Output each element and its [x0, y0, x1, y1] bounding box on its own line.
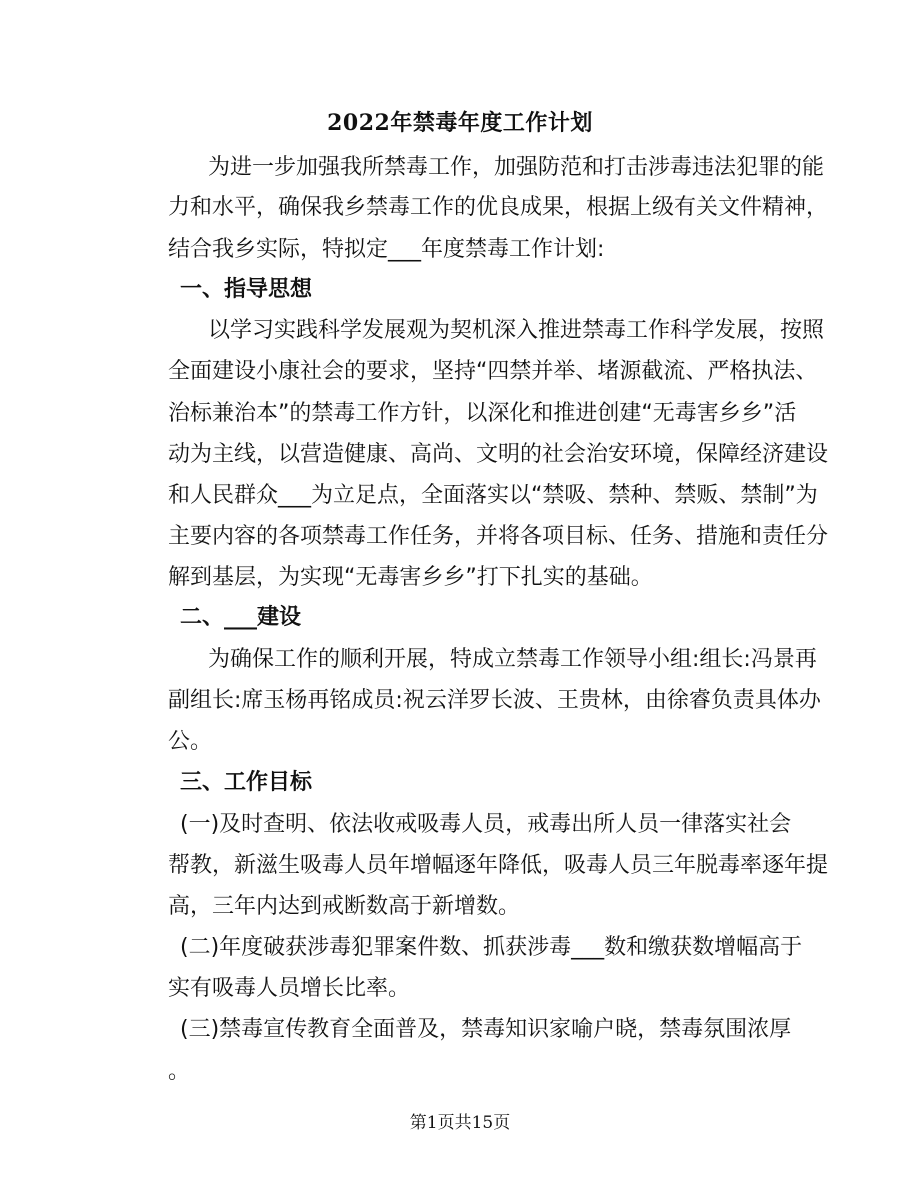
paragraph-line: 以学习实践科学发展观为契机深入推进禁毒工作科学发展，按照: [208, 318, 825, 343]
page-footer: 第1页共15页: [409, 1113, 511, 1133]
paragraph-line: 实有吸毒人员增长比率。: [168, 976, 411, 1001]
section-heading: 二、___建设: [180, 605, 302, 630]
paragraph-line: 公。: [168, 729, 213, 754]
paragraph-line: 全面建设小康社会的要求，坚持“四禁并举、堵源截流、严格执法、: [168, 359, 818, 384]
document-title: 2022年禁毒年度工作计划: [327, 110, 593, 136]
paragraph-line: 治标兼治本”的禁毒工作方针，以深化和推进创建“无毒害乡乡”活: [168, 401, 797, 426]
section-heading: 三、工作目标: [180, 770, 313, 795]
paragraph-line: 解到基层，为实现“无毒害乡乡”打下扎实的基础。: [168, 565, 653, 590]
paragraph-line: (三)禁毒宣传教育全面普及，禁毒知识家喻户晓，禁毒氛围浓厚: [180, 1017, 792, 1042]
paragraph-line: (一)及时查明、依法收戒吸毒人员，戒毒出所人员一律落实社会: [180, 812, 792, 837]
paragraph-line: 主要内容的各项禁毒工作任务，并将各项目标、任务、措施和责任分: [168, 524, 829, 549]
paragraph-line: 结合我乡实际，特拟定___年度禁毒工作计划:: [168, 237, 605, 262]
paragraph-line: 动为主线，以营造健康、高尚、文明的社会治安环境，保障经济建设: [168, 442, 829, 467]
section-heading: 一、指导思想: [180, 277, 313, 302]
paragraph-line: 和人民群众___为立足点，全面落实以“禁吸、禁种、禁贩、禁制”为: [168, 483, 818, 508]
paragraph-line: 力和水平，确保我乡禁毒工作的优良成果，根据上级有关文件精神，: [168, 195, 829, 220]
paragraph-line: 副组长:席玉杨再铭成员:祝云洋罗长波、王贵林，由徐睿负责具体办: [168, 688, 821, 713]
paragraph-line: 为进一步加强我所禁毒工作，加强防范和打击涉毒违法犯罪的能: [208, 155, 825, 180]
paragraph-line: 。: [168, 1059, 191, 1084]
paragraph-line: 帮教，新滋生吸毒人员年增幅逐年降低，吸毒人员三年脱毒率逐年提: [168, 853, 829, 878]
paragraph-line: 高，三年内达到戒断数高于新增数。: [168, 894, 521, 919]
paragraph-line: 为确保工作的顺利开展，特成立禁毒工作领导小组:组长:冯景再: [208, 647, 817, 672]
paragraph-line: (二)年度破获涉毒犯罪案件数、抓获涉毒___数和缴获数增幅高于: [180, 935, 803, 960]
